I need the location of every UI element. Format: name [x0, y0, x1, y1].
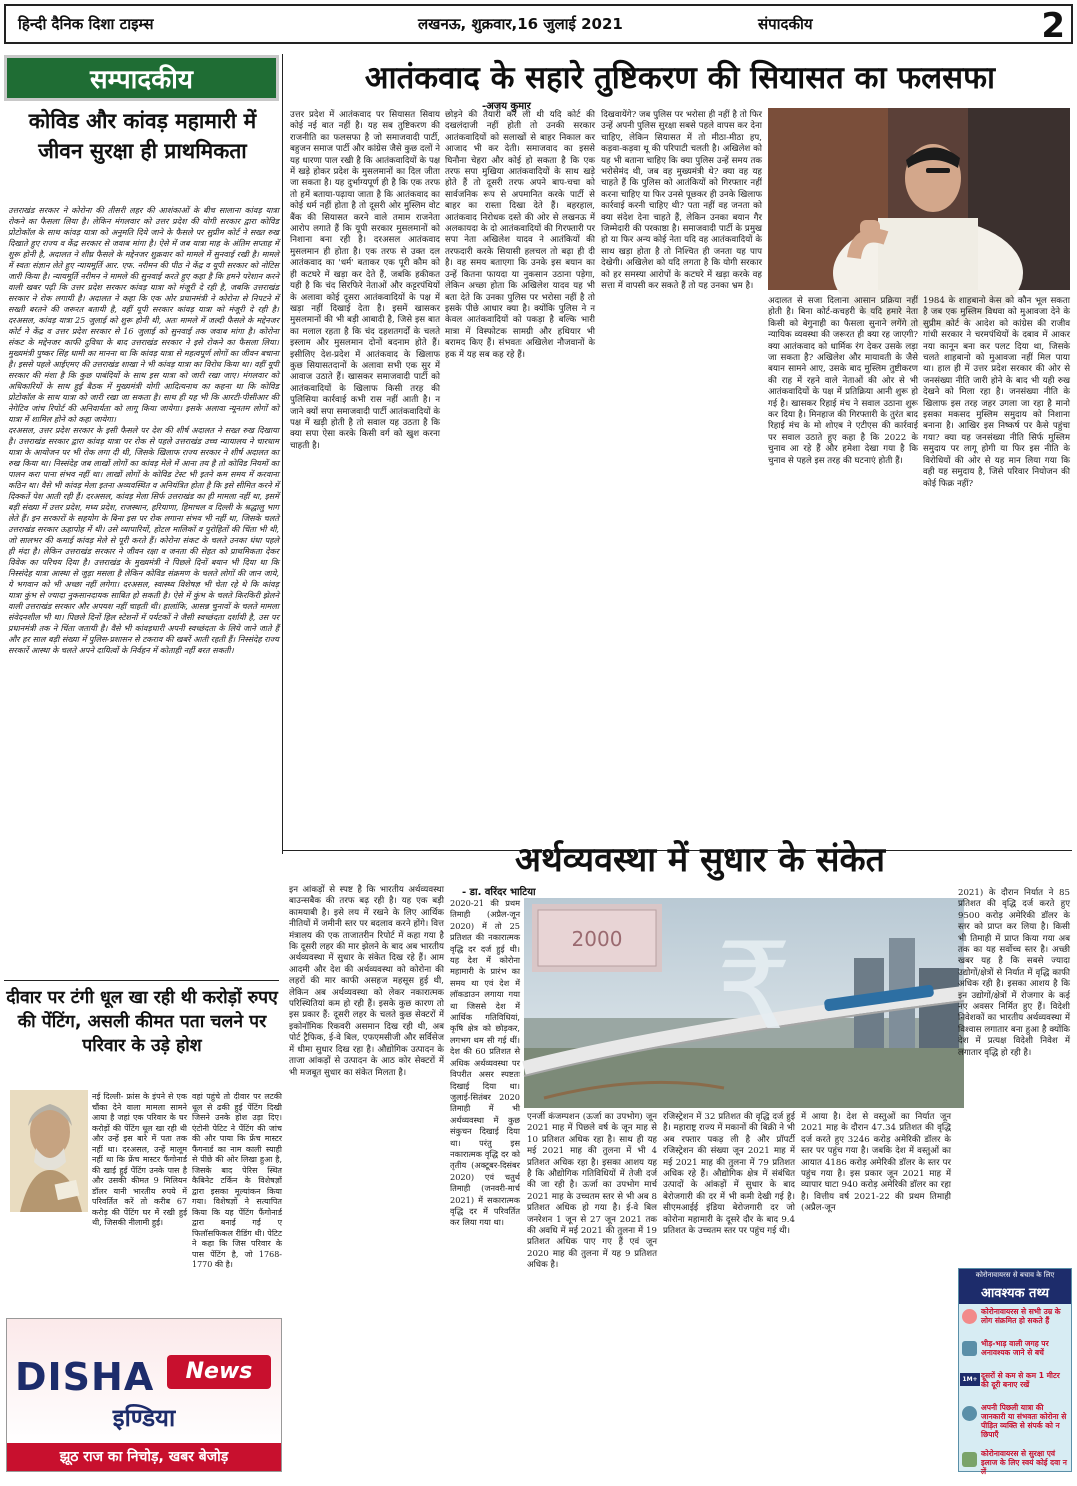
travel-icon: [962, 1406, 977, 1421]
painting-column: नई दिल्ली- फ्रांस के इंपने से एक चौंका देने वाला मामला सामने आया है जहां एक परिवार के घर करोड़ों की पेंटिंग धूल खा रही थी और उन्हें इस बारे में पता तक नहीं था। दरअसल, उन्हें मालूम नहीं था कि फ्रेंच मास्टर फैंगोनार्ड की खाई हुई पेंटिंग उनके पास है और उसकी कीमत 9 मिलियन डॉलर यानी भारतीय रुपये में परिवर्तित करें तो करीब 67 करोड़ की पेंटिंग घर में रखी हुई थी, जिसकी नीलामी हुई।: [92, 1092, 187, 1227]
main-column: दिखवायेंगे? जब पुलिस पर भरोसा ही नहीं है तो फिर उन्हें अपनी पुलिस सुरक्षा सबसे पहले वापस कर देना चाहिए, लेकिन सियासत में तो मीठा-मीठा हप, कड़वा-कड़वा थू की परिपाटी चलती है। अखिलेश को यह भी बताना चाहिए कि क्या पुलिस उन्हें समय तक भरोसेमंद थी, जब वह मुख्यमंत्री थे? क्या वह यह चाहते हैं कि पुलिस को आतंकियों को गिरफ्तार नहीं करना चाहिए या फिर उनसे पूछकर ही उनके खिलाफ कार्रवाई करनी चाहिए थी? पता नहीं वह जनता को क्या संदेश देना चाहते हैं, लेकिन उनका बयान गैर जिम्मेदारी की परकाष्ठा है। समाजवादी पार्टी के प्रमुख हो या फिर अन्य कोई नेता यदि वह आतंकवादियों के साथ खड़ा होता है तो निश्चित ही जनता यह पाप देखेगी। अखिलेश को यदि लगता है कि योगी सरकार को हर समस्या आरोपों के कटघरे में खड़ा करके वह सत्ता में वापसी कर सकते हैं तो यह उनका भ्रम है।: [601, 110, 762, 292]
main-byline: -अजय कुमार: [482, 101, 531, 112]
covid-ad-item-text: भीड़-भाड़ वाली जगह पर अनावश्यक जाने से बचें: [981, 1339, 1049, 1357]
economy-column: 2021) के दौरान निर्यात ने 85 प्रतिशत की वृद्धि दर्ज करते हुए 9500 करोड़ अमेरिकी डॉलर के स्तर को प्राप्त कर लिया है। किसी भी तिमाही में प्राप्त किया गया अब तक का यह सर्वोच्च स्तर है। अच्छी खबर यह है कि सबसे ज्यादा उद्योगों/क्षेत्रों से निर्यात में वृद्धि काफी अधिक रही है। इसका आशय है कि इन उद्योगों/क्षेत्रों में रोजगार के कई नए अवसर निर्मित हुए हैं। विदेशी निवेशकों का भारतीय अर्थव्यवस्था में विश्वास लगातार बना हुआ है क्योंकि देश में प्रत्यक्ष विदेशी निवेश में लगातार वृद्धि हो रही है।: [958, 888, 1070, 1058]
covid-ad-item: [959, 1368, 1071, 1400]
disha-india: इण्डिया: [112, 1404, 176, 1432]
disha-logo: DISHA: [15, 1355, 155, 1399]
section-divider: [4, 980, 279, 981]
column-divider: [282, 54, 283, 854]
svg-text:₹: ₹: [715, 918, 793, 1057]
covid-ad-item-text: अपनी पिछली यात्रा की जानकारी या संभवतः कोरोना से पीड़ित व्यक्ति से संपर्क को न छिपाएँ: [981, 1403, 1067, 1439]
economy-column: रजिस्ट्रेशन में 32 प्रतिशत की वृद्धि दर्ज हुई है। महाराष्ट्र राज्य में मकानों की बिक्री ने भी अब रफ्तार पकड़ ली है और प्रॉपर्टी रजिस्ट्रेशन की संख्या जून 2021 माह में मई 2021 माह की तुलना में 79 प्रतिशत अधिक रहे हैं। औद्योगिक क्षेत्र में संबंधित उत्पादों के आंकड़ों में सुधार के बाद बेरोजगारी की दर में भी कमी देखी गई है। सीएमआईई इंडिया बेरोजगारी दर जो कोरोना महामारी के दूसरे दौर के बाद 9.4 प्रतिशत के उच्चतम स्तर पर पहुंच गई थी।: [663, 1112, 795, 1237]
covid-ad-item: [959, 1304, 1071, 1336]
editorial-body: [8, 205, 279, 975]
covid-ad-item: [959, 1400, 1071, 1446]
painting-column: वहां पहुंचे तो दीवार पर लटकी धूल से ढकी हुई पेंटिंग दिखी जिसने उनके होश उड़ा दिए। एंटोनी पेटिट ने पेंटिंग की जांच की और पाया कि फ्रेंच मास्टर फैंगनार्ड का नाम काली स्याही से पीछे की ओर लिखा हुआ है, जिसके बाद पेरिस स्थित कैबिनेट टर्किन के विशेषज्ञों द्वारा इसका मूल्यांकन किया गया। विशेषज्ञों ने सत्यापित किया कि यह पेंटिंग फैंगोनार्ड द्वारा बनाई गई ए फिलॉसफिकल रीडिंग थी। पेटिट ने कहा कि जिस परिवार के पास पेंटिंग है, जो 1768-1770 की है।: [192, 1092, 282, 1269]
editorial-label: सम्पादकीय: [4, 55, 279, 101]
economy-column: 2020-21 की प्रथम तिमाही (अप्रैल-जून 2020) में तो 25 प्रतिशत की नकारात्मक वृद्धि दर दर्ज हुई थी। यह देश में कोरोना महामारी के प्रारंभ का समय था एवं देश में लॉकडाउन लगाया गया था जिससे देश में आर्थिक गतिविधियां, कृषि क्षेत्र को छोड़कर, लगभग थम सी गई थीं। देश की 60 प्रतिशत से अधिक अर्थव्यवस्था पर विपरीत असर स्पष्टतः दिखाई दिया था। जुलाई-सितंबर 2020 तिमाही में भी अर्थव्यवस्था में कुछ संकुचन दिखाई दिया था। परंतु इस नकारात्मक वृद्धि दर को तृतीय (अक्टूबर-दिसंबर 2020) एवं चतुर्थ तिमाही (जनवरी-मार्च 2021) में सकारात्मक वृद्धि दर में परिवर्तित कर लिया गया था।: [450, 898, 520, 1228]
covid-ad-top: कोरोनावायरस से बचाव के लिए: [959, 1269, 1071, 1282]
economy-byline: - डा. वरिंदर भाटिया: [462, 887, 536, 898]
crowd-icon: [962, 1341, 977, 1356]
painting-photo-art: [10, 1090, 88, 1212]
virus-icon: [962, 1309, 977, 1324]
politician-photo-art: [768, 108, 1070, 290]
covid-ad-item: [959, 1336, 1071, 1368]
economy-column: एनर्जी कंजम्पशन (ऊर्जा का उपभोग) जून 2021 माह में पिछले वर्ष के जून माह से 10 प्रतिशत अधिक रहा है। साथ ही यह मई 2021 माह की तुलना में भी 4 प्रतिशत अधिक रहा है। इसका आशय यह है कि औद्योगिक गतिविधियों में तेजी दर्ज की जा रही है। ऊर्जा का उपभोग मार्च 2021 माह के उच्चतम स्तर से भी अब 8 प्रतिशत अधिक हो गया है। ई-वे बिल जनरेशन 1 जून से 27 जून 2021 तक की अवधि में मई 2021 की तुलना में 19 प्रतिशत अधिक पाए गए हैं एवं जून 2020 माह की तुलना में यह 9 प्रतिशत अधिक है।: [527, 1112, 657, 1271]
disha-news-badge: News: [167, 1355, 271, 1389]
main-column: उत्तर प्रदेश में आतंकवाद पर सियासत सिवाय कोई नई बात नहीं है। यह सब तुष्टिकरण की राजनीति का फलसफा है जो समाजवादी पार्टी, बहुजन समाज पार्टी और कांग्रेस जैसे कुछ दलों ने यह धारणा पाल रखी है कि आतंकवादियों के पक्ष में खड़े होकर प्रदेश के मुसलमानों का दिल जीता जा सकता है। यह दुर्भाग्यपूर्ण ही है कि एक तरफ तो हमें बताया-पढ़ाया जाता है कि आतंकवाद का कोई धर्म नहीं होता है तो दूसरी ओर मुस्लिम वोट बैंक की सियासत करने वाले तमाम राजनेता आरोप लगाते हैं कि यूपी सरकार मुसलमानों को निशाना बना रही है। दरअसल आतंकवाद मुसलमान ही होता है। एक तरफ से उक्त दल आतंकवाद का 'धर्म' बताकर एक पूरी कौम को ही कटघरे में खड़ा कर देते हैं, जबकि हकीकत यही है कि चंद सिरफिरे नेताओं और कट्टरपंथियों के अलावा कोई दूसरा आतंकवादियों के पक्ष में खड़ा नहीं दिखाई देता है। इसमें खासकर मुसलमानों की भी बड़ी आबादी है, जिसे इस बात का मलाल रहता है कि चंद दहशतगर्दों के चलते इस्लाम और मुसलमान दोनों बदनाम होते हैं। इसीलिए देश-प्रदेश में आतंकवाद के खिलाफ कुछ सियासतदानों के अलावा सभी एक सुर में आवाज उठाते हैं। खासकर समाजवादी पार्टी को आतंकवादियों के खिलाफ किसी तरह की पुलिसिया कार्रवाई कभी रास नहीं आती है। न जाने क्यों सपा समाजवादी पार्टी आतंकवादियों के पक्ष में खड़ी होती है तो सवाल यह उठता है कि क्या सपा ऐसा करके किसी वर्ग को खुश करना चाहती है।: [290, 110, 440, 451]
editorial-headline: कोविड और कांवड़ महामारी में जीवन सुरक्षा ही प्राथमिकता: [28, 109, 257, 163]
covid-ad-item-text: दूसरों से कम से कम 1 मीटर की दूरी बनाए रखें: [981, 1371, 1060, 1389]
covid-ad-item-text: कोरोनावायरस से सुरक्षा एवं इलाज के लिए स्वयं कोई दवा न लें: [981, 1449, 1067, 1476]
economy-photo: [524, 898, 964, 1108]
economy-column: में आया है। देश से वस्तुओं का निर्यात जून 2021 माह के दौरान 47.34 प्रतिशत की वृद्धि दर्ज करते हुए 3246 करोड़ अमेरिकी डॉलर के स्तर पर पहुंच गया है। जबकि देश में वस्तुओं का आयात 4186 करोड़ अमेरिकी डॉलर के स्तर पर पहुंच गया है। इस प्रकार जून 2021 माह में व्यापार घाटा 940 करोड़ अमेरिकी डॉलर का रहा है। वित्तीय वर्ष 2021-22 की प्रथम तिमाही (अप्रैल-जून: [801, 1112, 951, 1214]
main-column: अदालत से सजा दिलाना आसान प्रक्रिया नहीं होती है। बिना कोर्ट-कचहरी के यदि हमारे नेता किसी को बेगुनाही का फैसला सुनाने लगेंगे तो न्यायिक व्यवस्था की जरूरत ही क्या रह जाएगी? क्या आतंकवाद को धार्मिक रंग देकर उसके लड़ा जा सकता है? अखिलेश और मायावती के जैसे बयान सामने आए, उसके बाद मुस्लिम तुष्टीकरण की राह में रहने वाले नेताओं की ओर से भी आतंकवादियों के पक्ष में प्रतिक्रिया आनी शुरू हो गई है। खासकर रिहाई मंच ने सवाल उठाना शुरू कर दिया है। मिनहाज की गिरफ्तारी के तुरंत बाद रिहाई मंच के मो शोएब ने एटीएस की कार्रवाई पर सवाल उठाते हुए कहा है कि 2022 के चुनाव आ रहे हैं और हमेशा देखा गया है कि चुनाव से पहले इस तरह की घटनाएं होती हैं।: [768, 296, 918, 466]
editorial-paragraph: उत्तराखंड सरकार ने कोरोना की तीसरी लहर की आशंकाओं के बीच सालाना कांवड़ यात्रा रोकने का फैसला लिया है। लेकिन मंगलवार को उत्तर प्रदेश की योगी सरकार द्वारा कोविड प्रोटोकॉल के साथ कांवड़ यात्रा को अनुमति दिये जाने के फैसले पर सुप्रीम कोर्ट ने सख्त रुख दिखाते हुए राज्य व केंद्र सरकार से जवाब मांगा है। ऐसे में जब यात्रा माह के अंतिम सप्ताह में शुरू होनी है, अदालत ने शीघ्र फैसले के मद्देनजर शुक्रवार को मामले में सुनवाई रखी है। मामले में स्वतः संज्ञान लेते हुए न्यायमूर्ति आर. एफ. नरीमन की पीठ ने केंद्र व यूपी सरकार को नोटिस जारी किया है। न्यायमूर्ति नरीमन ने मामले की सुनवाई करते हुए कहा है कि हमने परेशान करने वाली खबर पढ़ी कि उत्तर प्रदेश सरकार कांवड़ यात्रा को मंजूरी दे रही है, जबकि उत्तराखंड सरकार ने रोक लगायी है। अदालत ने कहा कि एक ओर प्रधानमंत्री ने कोरोना से निपटने में सख्ती बरतने की जरूरत बतायी है, वहीं यूपी सरकार कांवड़ यात्रा को मंजूरी दे रही है। दरअसल, कांवड़ यात्रा 25 जुलाई को शुरू होनी थी, अतः मामले में जल्दी फैसले के मद्देनजर कोर्ट ने केंद्र व उत्तर प्रदेश सरकार से 16 जुलाई को सुनवाई तक जवाब मांगा है। कोरोना संकट के मद्देनजर काफी दुविधा के बाद उत्तराखंड सरकार ने इसे रोकने का फैसला लिया। मुख्यमंत्री पुष्कर सिंह धामी का मानना था कि कांवड़ यात्रा से महत्वपूर्ण लोगों का जीवन बचाना है। इससे पहले आईएमए की उत्तराखंड शाखा ने भी कांवड़ यात्रा का विरोध किया था। वहीं यूपी सरकार की मंशा है कि कुछ पाबंदियों के साथ इस यात्रा को जारी रखा जाए। मंगलवार को अधिकारियों के साथ हुई बैठक में मुख्यमंत्री योगी आदित्यनाथ का कहना था कि कोविड प्रोटोकॉल के साथ यात्रा को जारी रखा जा सकता है। साथ ही यह भी कि आरटी-पीसीआर की नेगेटिव जांच रिपोर्ट की अनिवार्यता को लागू किया जायेगा। इसके अलावा न्यूनतम लोगों को यात्रा में शामिल होने को कहा जायेगा।: [8, 205, 279, 424]
covid-ad: [958, 1268, 1072, 1476]
painting-photo: [10, 1090, 88, 1212]
main-headline: आतंकवाद के सहारे तुष्टिकरण की सियासत का फलसफा: [364, 60, 996, 96]
section-name: संपादकीय: [758, 15, 813, 33]
disha-tagline: झूठ राज का निचोड़, खबर बेजोड़: [7, 1443, 281, 1471]
covid-ad-item: [959, 1446, 1071, 1486]
covid-ad-title: आवश्यक तथ्य: [959, 1282, 1071, 1304]
svg-text:2000: 2000: [571, 927, 623, 951]
main-column: छोड़ने की तैयारी कर ली थी यदि कोर्ट की दखलंदाजी नहीं होती तो उनकी सरकार आतंकवादियों को सलाखों से बाहर निकाल कर आजाद भी कर देती। समाजवाद का इससे घिनौना चेहरा और कोई हो सकता है कि एक तरफ सपा मुखिया आतंकवादियों के साथ खड़े होते हैं तो दूसरी तरफ अपने बाप-चचा को सार्वजनिक रूप से अपमानित करके पार्टी से बाहर का रास्ता दिखा देते हैं। बहरहाल, आतंकवाद निरोधक दस्ते की ओर से लखनऊ में अलकायदा के दो आतंकवादियों की गिरफ्तारी पर सपा नेता अखिलेश यादव ने आतंकियों की तरफदारी करके सियासी हलचल तो बढ़ा ही दी है। वह समय बताएगा कि उनके इस बयान का उन्हें कितना फायदा या नुकसान उठाना पड़ेगा, लेकिन अच्छा होता कि अखिलेश यादव यह भी बता देते कि उनका पुलिस पर भरोसा नहीं है तो इसके पीछे आधार क्या है। क्योंकि पुलिस ने न केवल आतंकवादियों को पकड़ा है बल्कि भारी मात्रा में विस्फोटक सामग्री और हथियार भी बरामद किए हैं। संभवतः अखिलेश नौजवानों के हक में यह सब कह रहे हैं।: [445, 110, 595, 360]
economy-headline: अर्थव्यवस्था में सुधार के संकेत: [515, 840, 885, 880]
paper-name: हिन्दी दैनिक दिशा टाइम्स: [18, 15, 154, 33]
politician-photo: [768, 108, 1070, 290]
medicine-icon: [962, 1452, 977, 1467]
editorial-paragraph: दरअसल, उत्तर प्रदेश सरकार के इसी फैसले पर देश की शीर्ष अदालत ने सख्त रुख दिखाया है। उत्तराखंड सरकार द्वारा कांवड़ यात्रा पर रोक से पहले उत्तराखंड उच्च न्यायालय ने चारधाम यात्रा के आयोजन पर भी रोक लगा दी थी, जिसके खिलाफ राज्य सरकार ने शीर्ष अदालत का रुख किया था। निस्संदेह जब लाखों लोगों का कांवड़ मेले में आना तय है तो कोविड नियमों का पालन करा पाना संभव नहीं था। लाखों लोगों के कोविड टेस्ट भी इतने कम समय में करवाना कठिन था। वैसे भी कांवड़ मेला इतना अव्यवस्थित व अनियंत्रित होता है कि इसे सीमित करने में दिक्कतें पेश आती रही हैं। दरअसल, कांवड़ मेला सिर्फ उत्तराखंड का ही मामला नहीं था, इसमें बड़ी संख्या में उत्तर प्रदेश, मध्य प्रदेश, राजस्थान, हरियाणा, हिमाचल व दिल्ली के श्रद्धालु भाग लेते हैं। इन सरकारों के सहयोग के बिना इस पर रोक लगाना संभव भी नहीं था, जिसके चलते उत्तराखंड सरकार ऊहापोह में थी। उसे व्यापारियों, होटल मालिकों व पुरोहितों की चिंता भी थी, जो सालभर की कमाई कांवड़ मेले से पूरी करते हैं। कोरोना संकट के चलते उनका धंधा पहले ही मंदा है। लेकिन उत्तराखंड सरकार ने जीवन रक्षा व जनता की सेहत को प्राथमिकता देकर विवेक का परिचय दिया है। उत्तराखंड के मुख्यमंत्री ने पिछले दिनों बयान भी दिया था कि निस्संदेह यात्रा आस्था से जुड़ा मसला है लेकिन कोविड संक्रमण के चलते लोगों की जान जाये, ये भगवान को भी अच्छा नहीं लगेगा। दरअसल, स्वास्थ्य विशेषज्ञ भी चेता रहे थे कि कांवड़ यात्रा कुंभ से ज्यादा नुकसानदायक साबित हो सकती है। ऐसे में कुंभ के चलते किरकिरी झेलने वाली उत्तराखंड सरकार और अपयश नहीं चाहती थी। हालांकि, आसन्न चुनावों के चलते मामला संवेदनशील भी था। पिछले दिनों हिल स्टेशनों में पर्यटकों ने जैसी स्वच्छंदता दर्शायी है, उस पर प्रधानमंत्री तक ने चिंता जतायी है। वैसे भी कांवड़धारी अपनी स्वच्छंदता के लिये जाने जाते हैं और हर साल बड़ी संख्या में पुलिस-प्रशासन से टकराव की खबरें आती रहती हैं। निस्संदेह राज्य सरकारें आस्था के चलते अपने दायित्वों के निर्वहन में कोताही नहीं बरत सकती।: [8, 425, 279, 655]
masthead: [4, 4, 1073, 44]
page-number: 2: [1041, 6, 1065, 46]
dateline: लखनऊ, शुक्रवार,16 जुलाई 2021: [418, 15, 623, 33]
disha-ad: [6, 1318, 282, 1472]
main-column: 1984 के शाहबानो केस को कौन भूल सकता है जब एक मुस्लिम विधवा को मुआवजा देने के सुप्रीम कोर्ट के आदेश को कांग्रेस की राजीव गांधी सरकार ने चरमपंथियों के दबाव में आकर नया कानून बना कर पलट दिया था, जिसके चलते शाहबानो को मुआवजा नहीं मिल पाया था। हाल ही में उत्तर प्रदेश सरकार की ओर से जनसंख्या नीति जारी होने के बाद भी यही रुख देखने को मिला रहा है। जनसंख्या नीति के खिलाफ इस तरह जहर उगला जा रहा है मानो इसका मकसद मुस्लिम समुदाय को निशाना बनाना है। आखिर इस निष्कर्ष पर कैसे पहुंचा गया? क्या यह जनसंख्या नीति सिर्फ मुस्लिम समुदाय पर लागू होगी या फिर इस नीति के विरोधियों की ओर से यह मान लिया गया कि वही यह समुदाय है, जिसे परिवार नियोजन की कोई फिक्र नहीं?: [923, 296, 1070, 489]
painting-headline: दीवार पर टंगी धूल खा रही थी करोड़ों रुपए की पेंटिंग, असली कीमत पता चलने पर परिवार के उड़े होश: [6, 988, 278, 1056]
distance-icon: 1M+: [960, 1373, 980, 1386]
economy-column: इन आंकड़ों से स्पष्ट है कि भारतीय अर्थव्यवस्था बाउन्सबैक की तरफ बढ़ रही है। यह एक बड़ी कामयाबी है। इसे लय में रखने के लिए आर्थिक नीतियों में जमीनी स्तर पर बदलाव करने होंगे। वित्त मंत्रालय की एक ताजातरीन रिपोर्ट में कहा गया है कि दूसरी लहर की मार झेलने के बाद अब भारतीय अर्थव्यवस्था में सुधार के संकेत दिख रहे हैं। आम आदमी और देश की अर्थव्यवस्था को कोरोना की लहरों की मार काफी असहज महसूस हुई थी, लेकिन अब अर्थव्यवस्था को लेकर नकारात्मक परिस्थितियां कम हो रही हैं। इसके कुछ कारण तो इस प्रकार हैं: दूसरी लहर के चलते कुछ सेक्टरों में इकोनॉमिक रिकवरी असमान दिख रही थी, अब पोर्ट ट्रैफिक, ई-वे बिल, एफएमसीजी और सर्विसेज में धीमा सुधार दिख रहा है। औद्योगिक उत्पादन के ताजा आंकड़ों से उत्पादन के आठ कोर सेक्टरों में भी मजबूत सुधार का संकेत मिलता है।: [289, 885, 444, 1078]
economy-photo-art: [524, 898, 964, 1108]
covid-ad-item-text: कोरोनावायरस से सभी उम्र के लोग संक्रमित हो सकते हैं: [981, 1307, 1061, 1325]
